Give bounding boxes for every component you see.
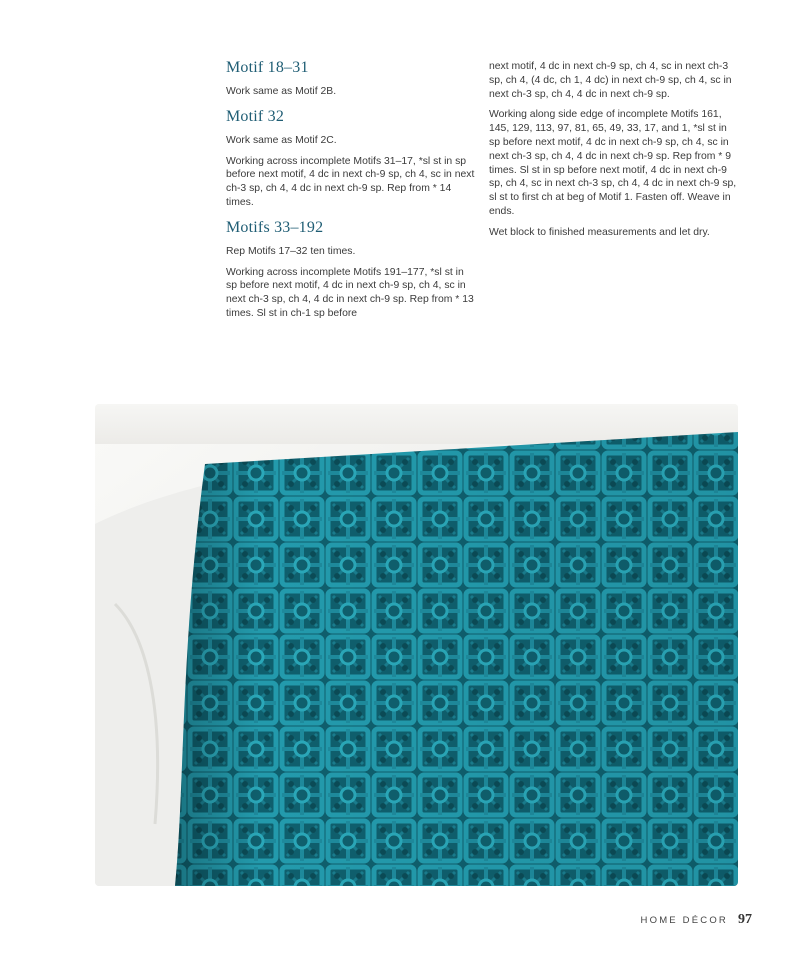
blanket-shading — [175, 432, 738, 886]
running-head: HOME DÉCOR — [640, 915, 728, 926]
left-column — [226, 58, 476, 329]
section-motif-32 — [226, 107, 476, 210]
instruction-paragraph: Rep Motifs 17–32 ten times. — [226, 245, 356, 257]
instruction-paragraph: next motif, 4 dc in next ch-9 sp, ch 4, sc in next ch-3 sp, ch 4, (4 dc, ch 1, 4 dc) in next ch-9 sp, ch 4, sc in next ch-3 sp, ch 4, 4 dc in next ch-9 sp. — [489, 61, 732, 100]
section-motifs-33-192 — [226, 218, 476, 321]
heading-motifs-33-192: Motifs 33–192 — [226, 218, 324, 236]
instruction-paragraph: Working along side edge of incomplete Motifs 161, 145, 129, 113, 97, 81, 65, 49, 33, 17, and 1, *sl st in sp before next motif, 4 dc in next ch-9 sp, ch 4, sc in next ch-3 sp, ch 4, 4 dc in next ch-9 sp. Rep from * 9 times. Sl st in sp before next motif, 4 dc in next ch-9 sp, ch 4, sc in next ch-3 sp, ch 4, 4 dc in next ch-9 sp, sl st to first ch at beg of Motif 1. Fasten off. Weave in ends. — [489, 109, 737, 217]
instruction-paragraph: Wet block to finished measurements and let dry. — [489, 226, 710, 238]
photo-illustration — [95, 404, 738, 886]
crochet-blanket-photo — [95, 404, 738, 886]
page-number: 97 — [738, 912, 752, 927]
heading-motif-18-31: Motif 18–31 — [226, 59, 309, 76]
instruction-paragraph: Working across incomplete Motifs 31–17, *sl st in sp before next motif, 4 dc in next ch-9 sp, ch 4, sc in next ch-3 sp, ch 4, 4 dc in next ch-9 sp. Rep from * 14 times. — [226, 155, 475, 208]
section-motif-18-31 — [226, 58, 476, 99]
instruction-paragraph: Work same as Motif 2B. — [226, 86, 337, 97]
instruction-paragraph: Work same as Motif 2C. — [226, 134, 337, 146]
heading-motif-32: Motif 32 — [226, 107, 285, 125]
page-footer — [641, 912, 752, 928]
instruction-paragraph: Working across incomplete Motifs 191–177, *sl st in sp before next motif, 4 dc in next ch-9 sp, ch 4, sc in next ch-3 sp, ch 4, 4 dc in next ch-9 sp. Rep from * 13 times. Sl st in ch-1 sp before — [226, 266, 474, 319]
right-column — [489, 60, 739, 247]
